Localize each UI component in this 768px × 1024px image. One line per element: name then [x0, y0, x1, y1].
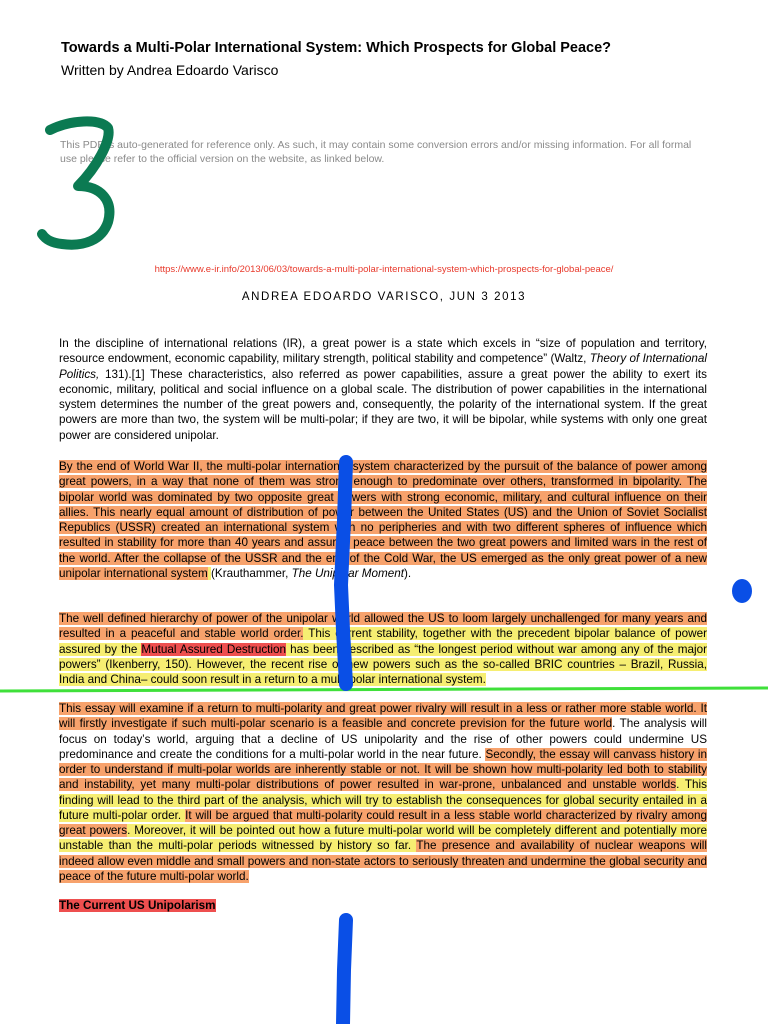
blue-vertical-stroke-bottom: [343, 920, 346, 1024]
source-url-link[interactable]: https://www.e-ir.info/2013/06/03/towards-a-multi-polar-international-system-which-prospects-for-global-peace/: [154, 264, 614, 275]
p4-highlight-yellow-f: . Moreover, it will be pointed out how a future multi-polar world will be completely different and potentially more unstable than the multi-polar periods witnessed by history so far.: [59, 824, 707, 853]
pdf-disclaimer: This PDF is auto-generated for reference only. As such, it may contain some conversion errors and/or missing information. For all formal use please refer to the official version on the website, as linked below.: [60, 139, 692, 165]
p1-citation-title: Theory of International Politics,: [59, 352, 707, 381]
p4-highlight-yellow-d: . This finding will lead to the third part of the analysis, which will try to establish the consequences for global security entailed in a future multi-polar order.: [59, 778, 707, 822]
paragraph-intro: [59, 336, 707, 443]
p4-text-b: . The analysis will focus on today’s world, arguing that a decline of US unipolarity and the rise of other powers could undermine US predominance and create the conditions for a multi-polar world in the near future.: [59, 717, 708, 761]
section-heading: [59, 899, 216, 912]
p3-highlight-yellow-a: This current stability, together with the precedent bipolar balance of power assured by the: [59, 627, 707, 656]
document-author: Written by Andrea Edoardo Varisco: [61, 62, 279, 78]
p3-highlight-red: Mutual Assured Destruction: [141, 642, 287, 656]
p2-highlight-orange: By the end of World War II, the multi-polar international system characterized by the pursuit of the balance of power among great powers, in a way that none of them was strong enough to predominate over others, transformed in bipolarity. The bipolar world was dominated by two opposite great powers with strong economic, military, and cultural influence on their allies. This nearly equal amount of distribution of power between the United States (US) and the Union of Soviet Socialist Republics (USSR) created an international system with no peripheries and with two different spheres of influence which resulted in stability for more than 40 years and assured peace between the two great powers and limited wars in the rest of the world. After the collapse of the USSR and the end of the Cold War, the US emerged as the only great power of a new unipolar international system: [59, 460, 707, 580]
p1-text-c: 131).[1] These characteristics, also referred as power capabilities, assure a great power the ability to exert its economic, military, political and social influence on a global scale. The distribution of power capabilities in the international system determines the number of the great powers and, consequently, the polarity of the international system. If the great powers are more than two, the system will be multi-polar; if they are two, it will be bipolar, while systems with only one great power are considered unipolar.: [59, 367, 707, 442]
document-title: Towards a Multi-Polar International System: Which Prospects for Global Peace?: [61, 40, 612, 56]
p4-highlight-orange-g: The presence and availability of nuclear weapons will indeed allow even middle and small powers and non-state actors to seriously threaten and undermine the global security and peace of the future multi-polar world.: [59, 839, 708, 883]
p2-text-b: (Krauthammer,: [211, 566, 292, 580]
p3-highlight-orange: The well defined hierarchy of power of the unipolar world allowed the US to loom largely unchallenged for many years and resulted in a peaceful and stable world order.: [59, 612, 707, 641]
p4-highlight-orange-c: Secondly, the essay will canvass history in order to understand if multi-polar worlds are inherently stable or not. It will be shown how multi-polarity led both to stability and instability, yet many multi-polar distributions of power resulted in war-prone, unbalanced and unstable worlds: [59, 747, 707, 792]
author-date-byline: ANDREA EDOARDO VARISCO, JUN 3 2013: [241, 291, 527, 303]
paragraph-essay-outline: [59, 701, 707, 884]
p2-citation-title: The Unipolar Moment: [291, 566, 404, 580]
blue-dot-mark: [732, 579, 752, 603]
paragraph-history: [59, 459, 707, 581]
p2-text-d: ).: [403, 566, 412, 580]
paragraph-unipolar: [59, 611, 707, 687]
green-divider-line: [0, 688, 768, 691]
section-heading-text: The Current US Unipolarism: [59, 899, 216, 912]
p1-text-a: In the discipline of international relations (IR), a great power is a state which excels in “size of population and territory, resource endowment, economic capability, military strength, political stability and competence” (Waltz,: [59, 337, 707, 366]
p4-highlight-orange-a: This essay will examine if a return to multi-polarity and great power rivalry will result in a less or rather more stable world. It will firstly investigate if such multi-polar scenario is a feasible and concrete prevision for the future world: [59, 702, 707, 731]
p3-highlight-yellow-b: has been described as “the longest period without war among any of the major powers” (Ikenberry, 150). However, the recent rise of new powers such as the so-called BRIC countries – Brazil, Russia, India and China– could soon result in a return to a multi-polar international system.: [59, 642, 707, 686]
p4-highlight-orange-e: It will be argued that multi-polarity could result in a less stable world characterized by rivalry among great powers: [59, 808, 707, 837]
